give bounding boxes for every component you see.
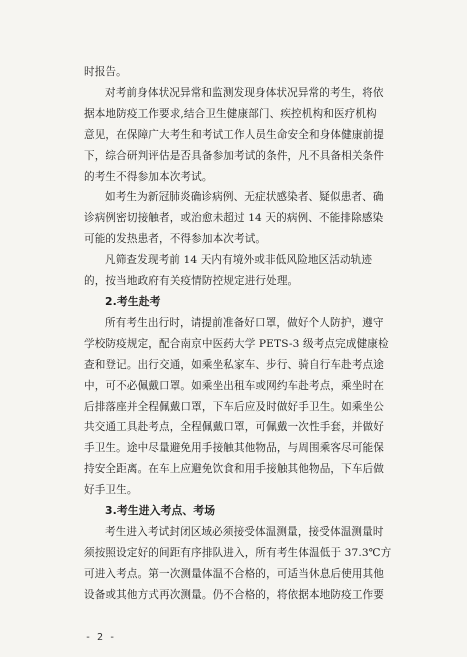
page-number: - 2 - (85, 632, 116, 643)
text-line: 所有考生出行时，请提前准备好口罩，做好个人防护，遵守 (105, 316, 384, 329)
text-line: 考生进入考试封闭区域必须接受体温测量，接受体温测量时 (105, 525, 384, 538)
text-line: 可进入考点。第一次测量体温不合格的，可适当休息后使用其他 (84, 567, 384, 580)
text-line: 可能的发热患者，不得参加本次考试。 (84, 233, 267, 246)
text-line: 时报告。 (84, 66, 127, 78)
text-line: 下，综合研判评估是否具备参加考试的条件，凡不具备相关条件 (84, 149, 384, 162)
text-line: 须按照设定好的间距有序排队进入，所有考生体温低于 37.3℃方 (84, 546, 392, 559)
text-line: 手卫生。途中尽量避免用手接触其他物品，与周围乘客尽可能保 (84, 442, 384, 455)
text-line: 好手卫生。 (84, 484, 138, 497)
text-line: 诊病例密切接触者，或治愈未超过 14 天的病例、不能排除感染 (84, 212, 384, 225)
text-line: 后排落座并全程佩戴口罩，下车后应及时做好手卫生。如乘坐公 (84, 400, 384, 413)
text-line: 持安全距离。在车上应避免饮食和用手接触其他物品，下车后做 (84, 463, 384, 476)
text-line: 的，按当地政府有关疫情防控规定进行处理。 (84, 275, 299, 288)
text-line: 学校防疫规定，配合南京中医药大学 PETS-3 级考点完成健康检 (84, 337, 389, 350)
text-line: 如考生为新冠肺炎确诊病例、无症状感染者、疑似患者、确 (105, 191, 384, 204)
section-heading: 3.考生进入考点、考场 (105, 504, 216, 518)
text-line: 据本地防疫工作要求,结合卫生健康部门、疾控机构和医疗机构 (84, 107, 377, 120)
section-heading: 2.考生赴考 (105, 294, 161, 308)
text-line: 对考前身体状况异常和监测发现身体状况异常的考生，将依 (105, 86, 384, 99)
text-line: 设备或其他方式再次测量。仍不合格的，将依据本地防疫工作要 (84, 588, 384, 601)
text-line: 的考生不得参加本次考试。 (84, 170, 213, 183)
text-line: 意见，在保障广大考生和考试工作人员生命安全和身体健康前提 (84, 128, 384, 141)
text-line: 共交通工具赴考点，全程佩戴口罩，可佩戴一次性手套，并做好 (84, 421, 384, 434)
text-line: 查和登记。出行交通，如乘坐私家车、步行、骑自行车赴考点途 (84, 358, 384, 371)
text-line: 中，可不必佩戴口罩。如乘坐出租车或网约车赴考点，乘坐时在 (84, 379, 384, 392)
text-line: 凡筛查发现考前 14 天内有境外或非低风险地区活动轨迹 (105, 254, 373, 267)
document-body (84, 62, 414, 606)
